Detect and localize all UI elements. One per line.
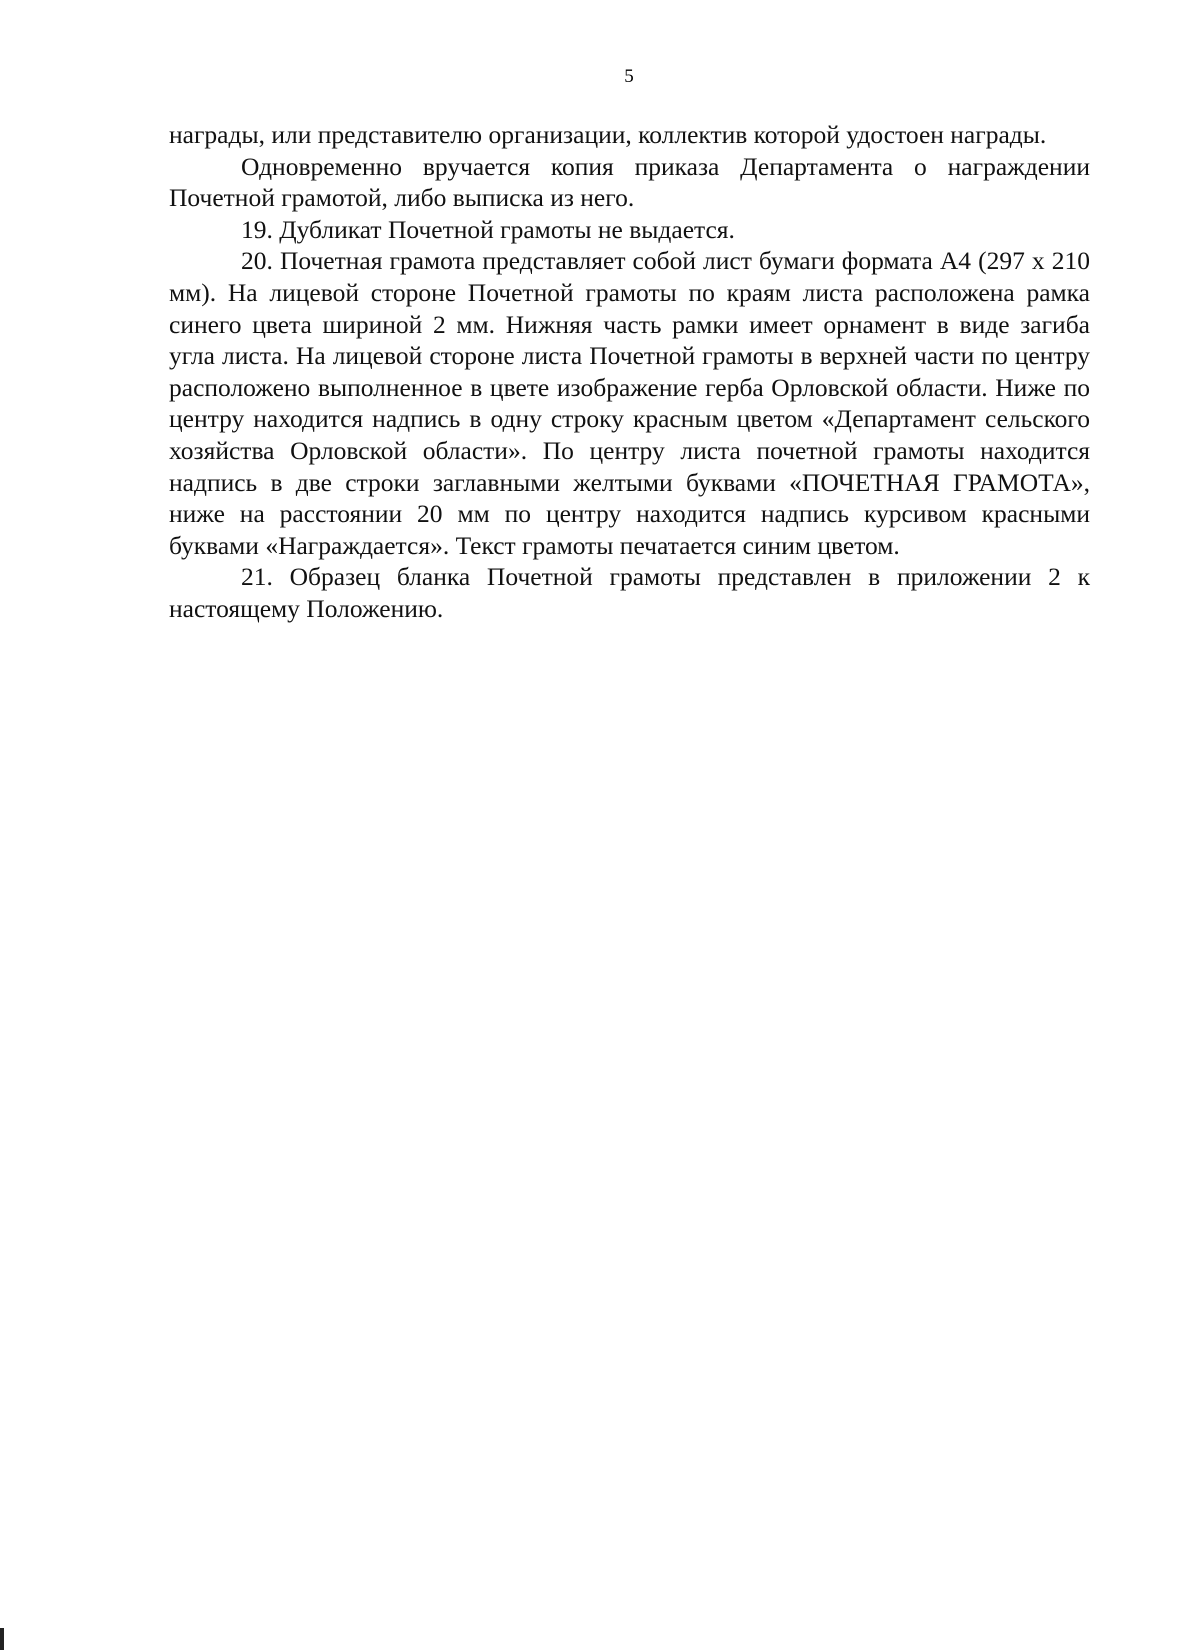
scan-edge-mark [0, 1628, 4, 1650]
document-body [169, 119, 1090, 625]
paragraph-order-copy: Одновременно вручается копия приказа Департамента о награждении Почетной грамотой, либо выписка из него. [169, 151, 1090, 213]
paragraph-21-sample-form: 21. Образец бланка Почетной грамоты представлен в приложении 2 к настоящему Положению. [169, 562, 1090, 623]
page-number: 5 [624, 66, 634, 87]
paragraph-20-certificate-description: 20. Почетная грамота представляет собой лист бумаги формата А4 (297 х 210 мм). На лицевой стороне Почетной грамоты по краям листа расположена рамка синего цвета шириной 2 мм. Нижняя часть рамки имеет орнамент в виде загиба угла листа. На лицевой стороне листа Почетной грамоты в верхней части по центру расположено выполненное в цвете изображение герба Орловской области. Ниже по центру находится надпись в одну строку красным цветом «Департамент сельского хозяйства Орловской области». По центру листа почетной грамоты находится надпись в две строки заглавными желтыми буквами «ПОЧЕТНАЯ ГРАМОТА», ниже на расстоянии 20 мм по центру находится надпись курсивом красными буквами «Награждается». Текст грамоты печатается синим цветом. [169, 246, 1090, 560]
paragraph-award-recipient: награды, или представителю организации, коллектив которой удостоен награды. [169, 120, 1047, 149]
paragraph-19-duplicate: 19. Дубликат Почетной грамоты не выдается. [241, 214, 735, 244]
